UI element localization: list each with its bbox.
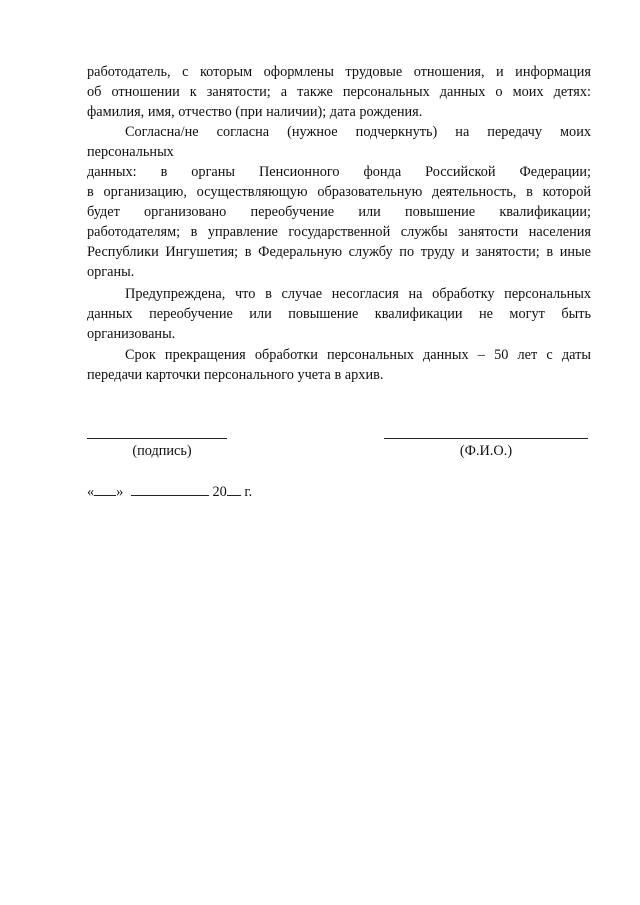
day-blank <box>94 482 116 496</box>
term-line: Срок прекращения обработки персональных данных – 50 лет с даты <box>125 347 591 363</box>
paragraph-line: данных переобучение или повышение квалификации не могут быть <box>87 306 591 322</box>
paragraph-line: данных: в органы Пенсионного фонда Российской Федерации; <box>87 164 591 180</box>
signature-caption: (подпись) <box>132 443 192 459</box>
signature-blank-line <box>87 438 227 439</box>
paragraph-line: персональных <box>87 144 174 160</box>
paragraph-line: Республики Ингушетия; в Федеральную службу по труду и занятости; в иные <box>87 244 591 260</box>
paragraph-line: будет организовано переобучение или повышение квалификации; <box>87 204 591 220</box>
open-quote: « <box>87 484 95 500</box>
year-suffix: г. <box>244 484 253 500</box>
paragraph-line: организованы. <box>87 326 176 342</box>
consent-line: Согласна/не согласна (нужное подчеркнуть) на передачу моих <box>125 124 591 140</box>
month-blank <box>131 482 209 496</box>
paragraph-line: передачи карточки персонального учета в архив. <box>87 367 384 383</box>
paragraph-line: органы. <box>87 264 135 280</box>
paragraph-line: об отношении к занятости; а также персональных данных о моих детях: <box>87 84 591 100</box>
warning-line: Предупреждена, что в случае несогласия на обработку персональных <box>125 286 591 302</box>
paragraph-line: в организацию, осуществляющую образовательную деятельность, в которой <box>87 184 591 200</box>
close-quote: » <box>116 484 124 500</box>
paragraph-line: фамилия, имя, отчество (при наличии); дата рождения. <box>87 104 423 120</box>
date-line <box>87 482 252 502</box>
paragraph-line: работодателям; в управление государственной службы занятости населения <box>87 224 591 240</box>
year-prefix: 20 <box>212 484 227 500</box>
full-name-blank-line <box>384 438 588 439</box>
year-blank <box>227 482 241 496</box>
paragraph-line: работодатель, с которым оформлены трудовые отношения, и информация <box>87 64 591 80</box>
full-name-caption: (Ф.И.О.) <box>459 443 513 459</box>
